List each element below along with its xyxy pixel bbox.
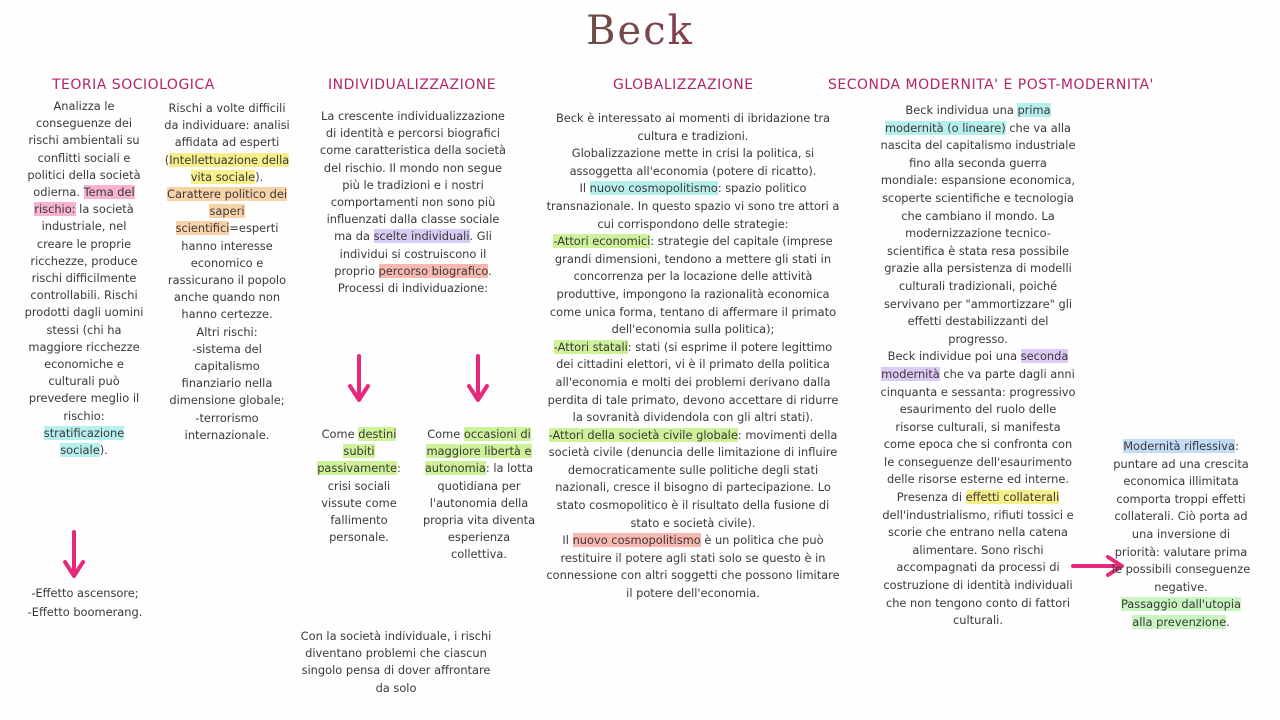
- highlight-nuovo-cosmopolitismo: nuovo cosmopolitismo: [589, 181, 718, 196]
- individ-text: .: [488, 263, 492, 278]
- effetto-ascensore: -Effetto ascensore;: [31, 586, 139, 600]
- highlight-intellettuazione: Intellettuazione della vita sociale: [169, 152, 290, 184]
- highlight-occasioni-liberta: occasioni di maggiore libertà e autonomia: [424, 427, 532, 476]
- teoria-text: Analizza le conseguenze dei rischi ambientali su conflitti sociali e politici della società odierna.: [27, 99, 141, 200]
- seconda-column: [880, 102, 1076, 630]
- seconda-text: Beck individua una: [905, 103, 1018, 117]
- heading-globalizzazione: GLOBALIZZAZIONE: [613, 77, 754, 93]
- individ-text: : crisi sociali vissute come fallimento personale.: [321, 461, 401, 545]
- global-text: : spazio politico transnazionale. In questo spazio vi sono tre attori a cui corrispondono delle strategie:: [546, 181, 840, 231]
- arrow-down-icon: [347, 354, 371, 406]
- global-text: è un politica che può restituire il potere agli stati solo se questo è in connessione con altri soggetti che possono limitare il potere dell'economia.: [546, 533, 840, 601]
- highlight-effetti-collaterali: effetti collaterali: [965, 490, 1060, 505]
- highlight-attori-statali: -Attori statali: [553, 339, 628, 354]
- individ-occasioni: [422, 426, 536, 564]
- teoria-text: =esperti hanno interesse economico e rassicurano il popolo anche quando non hanno certezze.: [167, 221, 287, 322]
- highlight-percorso-biografico: percorso biografico: [378, 263, 489, 278]
- global-text: : stati (si esprime il potere legittimo dei cittadini elettori, vi è il primato della politica all'economia e molti dei problemi derivano dalla perdita di tale primato, devono accettare di ridurre la sovranità dividendola con gli altri stati).: [547, 339, 839, 425]
- global-text: Il: [562, 533, 573, 548]
- teoria-effects: [14, 584, 156, 622]
- highlight-seconda-modernita: seconda modernità: [881, 349, 1069, 381]
- teoria-text: ).: [255, 169, 264, 184]
- highlight-tema-rischio: Tema del rischio:: [34, 185, 135, 217]
- individ-main: [318, 108, 508, 297]
- modernita-riflessiva: [1110, 438, 1252, 632]
- individ-destini: [312, 426, 406, 546]
- highlight-carattere-politico: Carattere politico dei saperi scientifici: [166, 187, 287, 236]
- individ-bottom-note: [300, 628, 492, 697]
- global-text: Il: [579, 181, 590, 196]
- processi-individuazione: Processi di individuazione:: [337, 281, 489, 296]
- seconda-text: dell'industrialismo, rifiuti tossici e scorie che entrano nella catena alimentare. Sono rischi accompagnati da processi di costruzione di identità individuali che non tengono conto di fattori culturali.: [882, 507, 1074, 628]
- highlight-destini-subiti: destini subiti passivamente: [317, 427, 397, 476]
- seconda-text: .: [1226, 614, 1230, 629]
- altri-rischi-item: -terrorismo internazionale.: [184, 410, 270, 442]
- individ-text: Come: [427, 427, 464, 441]
- global-column: [546, 110, 840, 603]
- highlight-passaggio-utopia: Passaggio dall'utopia alla prevenzione: [1120, 597, 1242, 629]
- teoria-column-2: [164, 100, 290, 444]
- highlight-modernita-riflessiva: Modernità riflessiva: [1123, 439, 1235, 453]
- altri-rischi-label: Altri rischi:: [196, 324, 258, 339]
- individ-text: Con la società individuale, i rischi diventano problemi che ciascun singolo pensa di dover affrontare da solo: [300, 629, 492, 695]
- global-text: Globalizzazione mette in crisi la politica, si assoggetta all'economia (potere di ricatto).: [569, 146, 817, 178]
- individ-text: Come: [321, 427, 359, 441]
- seconda-text: : puntare ad una crescita economica illimitata comporta troppi effetti collaterali. Ciò porta ad una inversione di priorità: valutare prima le possibili conseguenze negative.: [1111, 439, 1251, 594]
- global-text: : movimenti della società civile (denuncia delle limitazione di influire democraticamente sulle politiche degli stati nazionali, cresce il bisogno di partecipazione. Lo stato cosmopolitico è il risultato della fusione di stato e società civile).: [548, 427, 838, 530]
- arrow-down-icon: [466, 354, 490, 406]
- effetto-boomerang: -Effetto boomerang.: [27, 605, 143, 619]
- individ-text: La crescente individualizzazione di identità e percorsi biografici come caratteristica della società del rischio. Il mondo non segue più le tradizioni e i nostri comportamenti non sono più influenzati dalla classe sociale ma da: [319, 109, 507, 244]
- heading-individualizzazione: INDIVIDUALIZZAZIONE: [328, 77, 497, 93]
- teoria-text: la società industriale, nel creare le proprie ricchezze, produce rischi difficilmente controllabili. Rischi prodotti dagli uomini stessi (chi ha maggiore ricchezze economiche e culturali può prevedere meglio il rischio:: [24, 202, 144, 423]
- heading-teoria-sociologica: TEORIA SOCIOLOGICA: [52, 77, 215, 93]
- global-text: Beck è interessato ai momenti di ibridazione tra cultura e tradizioni.: [555, 111, 831, 143]
- seconda-text: che va parte dagli anni cinquanta e sessanta: progressivo esaurimento del ruolo delle risorse culturali, si manifesta come epoca che si confronta con le conseguenze dell'esaurimento delle risorse esterne ed interne. Presenza di: [880, 366, 1076, 505]
- seconda-text: Beck individue poi una: [887, 349, 1021, 364]
- highlight-attori-societa-civile: -Attori della società civile globale: [548, 427, 738, 442]
- highlight-scelte-individuali: scelte individuali: [373, 229, 470, 244]
- teoria-text: ).: [99, 443, 108, 458]
- highlight-prima-modernita: prima modernità (o lineare): [884, 103, 1051, 135]
- individ-text: : la lotta quotidiana per l'autonomia della propria vita diventa esperienza collettiva.: [422, 461, 536, 562]
- page-title: Beck: [0, 8, 1280, 54]
- highlight-attori-economici: -Attori economici: [553, 234, 651, 249]
- highlight-stratificazione-sociale: stratificazione sociale: [43, 425, 125, 458]
- heading-seconda-modernita: SECONDA MODERNITA' E POST-MODERNITA': [828, 77, 1154, 93]
- arrow-down-icon: [62, 530, 86, 582]
- seconda-text: che va alla nascita del capitalismo industriale fino alla seconda guerra mondiale: espansione economica, scoperte scientifiche e tecnologia che cambiano il mondo. La modernizzazione tecnico-scientifica è stata resa possibile grazie alla persistenza di modelli culturali tradizionali, poiché servivano per "ammortizzare" gli effetti destabilizzanti del progresso.: [880, 120, 1076, 346]
- individ-text: . Gli individui si costruiscono il proprio: [334, 229, 492, 278]
- highlight-nuovo-cosmopolitismo-2: nuovo cosmopolitismo: [572, 533, 701, 548]
- teoria-column-1: [22, 98, 146, 459]
- global-text: : strategie del capitale (imprese grandi dimensioni, tendono a mettere gli stati in concorrenza per la locazione delle attività produttive, impongono la razionalità economica come unica forma, tentano di affermare il primato dell'economia sulla politica);: [549, 234, 837, 337]
- teoria-text: Rischi a volte difficili da individuare: analisi affidata ad esperti (: [164, 101, 290, 167]
- altri-rischi-item: -sistema del capitalismo finanziario nella dimensione globale;: [169, 341, 285, 408]
